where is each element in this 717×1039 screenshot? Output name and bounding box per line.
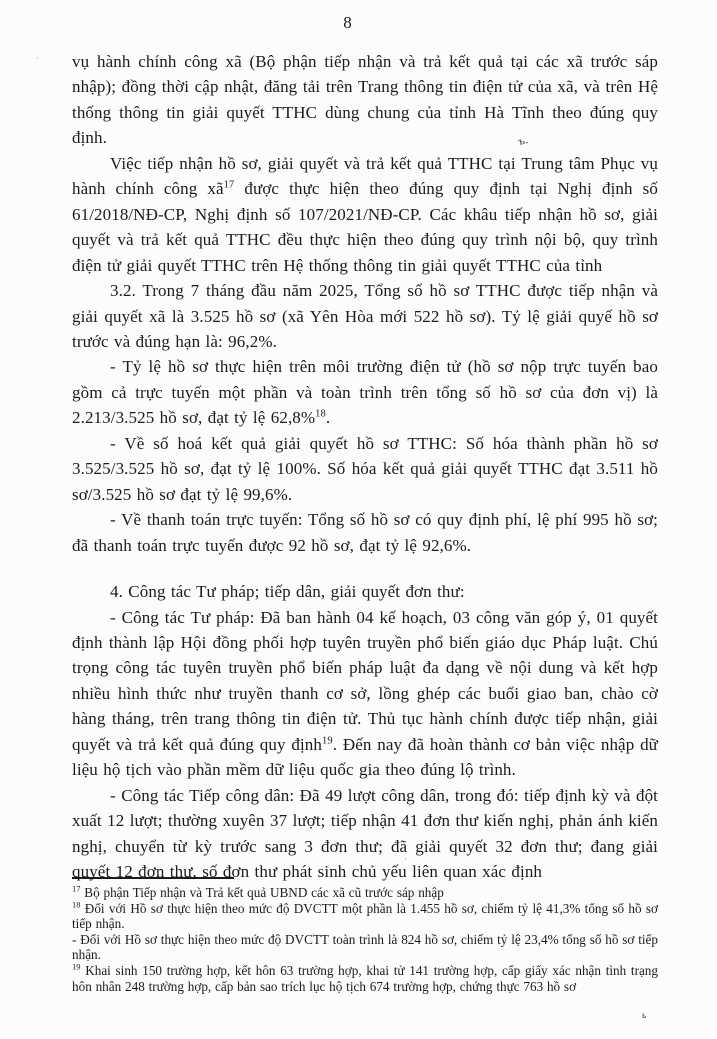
scan-artifact: ъ.: [516, 133, 530, 149]
paragraph-continuation: vụ hành chính công xã (Bộ phận tiếp nhận và trả kết quả tại các xã trước sáp nhập); đồng thời cập nhật, đăng tải trên Trang thông tin điện tử của xã, và trên Hệ thống thông tin giải quyết TTHC dùng chung của tỉnh Hà Tĩnh theo đúng quy định.: [72, 52, 658, 148]
bullet-tiep-cong-dan: - Công tác Tiếp công dân: Đã 49 lượt công dân, trong đó: tiếp định kỳ và đột xuất 12 lượt; thường xuyên 37 lượt; tiếp nhận 41 đơn thư kiến nghị, phản ánh kiến nghị, chuyển từ kỳ trước sang 3 đơn thư; đã giải quyết 32 đơn thư; đang giải quyết 12 đơn thư, số đơn thư phát sinh chủ yếu liên quan xác định: [72, 785, 658, 882]
bullet-online-rate: - Tỷ lệ hồ sơ thực hiện trên môi trường điện tử (hồ sơ nộp trực tuyến bao gồm cả trực tuyến một phần và toàn trình trên tổng số hồ sơ của đơn vị) là 2.213/3.525 hồ sơ, đạt tỷ lệ 62,8%$^{18}$.: [72, 357, 658, 428]
footnote-ref: 18: [315, 408, 326, 420]
footnote-marker: 17: [72, 883, 81, 894]
page-number: 8: [343, 13, 352, 32]
scan-artifact: ь: [642, 1010, 647, 1020]
footnote: $^{18}$ Đối với Hồ sơ thực hiện theo mức độ DVCTT một phần là 1.455 hồ sơ, chiếm tỷ lệ 41,3% tổng số hồ sơ tiếp nhận.: [72, 899, 658, 932]
footnote: $^{19}$ Khai sinh 150 trường hợp, kết hôn 63 trường hợp, khai tử 141 trường hợp, cấp giấy xác nhận tình trạng hôn nhân 248 trường hợp, cấp bản sao trích lục hộ tịch 674 trường hợp, chứng thực 763 hồ sơ: [72, 961, 658, 994]
document-body: [72, 49, 658, 885]
footnote-separator-line: [72, 877, 234, 879]
bullet-digitization: - Về số hoá kết quả giải quyết hồ sơ TTHC: Số hóa thành phần hồ sơ 3.525/3.525 hồ sơ, đạt tỷ lệ 100%. Số hóa kết quả giải quyết TTHC đạt 3.511 hồ sơ/3.525 hồ sơ đạt tỷ lệ 99,6%.: [72, 433, 658, 504]
footnote-marker: 19: [72, 961, 81, 972]
footnotes-list: [72, 885, 658, 994]
footnote-ref: 17: [223, 179, 235, 191]
bullet-online-payment: - Về thanh toán trực tuyến: Tổng số hồ sơ có quy định phí, lệ phí 995 hồ sơ; đã thanh toán trực tuyến được 92 hồ sơ, đạt tỷ lệ 92,6%.: [72, 510, 658, 555]
section-4-heading: 4. Công tác Tư pháp; tiếp dân, giải quyết đơn thư:: [110, 582, 465, 602]
footnote-ref: 19: [322, 735, 333, 747]
footnotes-section: [72, 877, 658, 994]
footnote-marker: 18: [72, 899, 81, 910]
section-3-2: 3.2. Trong 7 tháng đầu năm 2025, Tổng số hồ sơ TTHC được tiếp nhận và giải quyết xã là 3.525 hồ sơ (xã Yên Hòa mới 522 hồ sơ). Tỷ lệ giải quyế hồ sơ trước và đúng hạn là: 96,2%.: [72, 281, 658, 351]
bullet-tu-phap: - Công tác Tư pháp: Đã ban hành 04 kế hoạch, 03 công văn góp ý, 01 quyết định thành lập Hội đồng phối hợp tuyên truyền phổ biến giáo dục Pháp luật. Chú trọng công tác tuyên truyền phổ biến pháp luật đa dạng về nội dung và kết hợp nhiều hình thức như truyền thanh cơ sở, lồng ghép các buổi giao ban, chào cờ hàng tháng, trên trang thông tin điện tử. Thủ tục hành chính được tiếp nhận, giải quyết và trả kết quả đúng quy định$^{19}$. Đến nay đã hoàn thành cơ bản việc nhập dữ liệu hộ tịch vào phần mềm dữ liệu quốc gia theo đúng lộ trình.: [72, 607, 658, 780]
scan-artifact: ·: [404, 854, 407, 864]
paragraph-tthc-reception: Việc tiếp nhận hồ sơ, giải quyết và trả kết quả TTHC tại Trung tâm Phục vụ hành chính công $xã^{17}$ được thực hiện theo đúng quy định tại Nghị định số 61/2018/NĐ-CP, Nghị định số 107/2021/NĐ-CP. Các khâu tiếp nhận hồ sơ, giải quyết và trả kết quả TTHC đều thực hiện theo đúng quy trình nội bộ, quy trình điện tử giải quyết TTHC trên Hệ thống thông tin giải quyết TTHC của tỉnh: [72, 153, 658, 275]
footnote: $^{17}$ Bộ phận Tiếp nhận và Trả kết quả UBND các xã cũ trước sáp nhập: [72, 883, 444, 900]
footnote: - Đối với Hồ sơ thực hiện theo mức độ DVCTT toàn trình là 824 hồ sơ, chiếm tỷ lệ 23,4% tổng số hồ sơ tiếp nhận.: [72, 931, 658, 963]
scan-artifact: ·: [36, 54, 39, 63]
